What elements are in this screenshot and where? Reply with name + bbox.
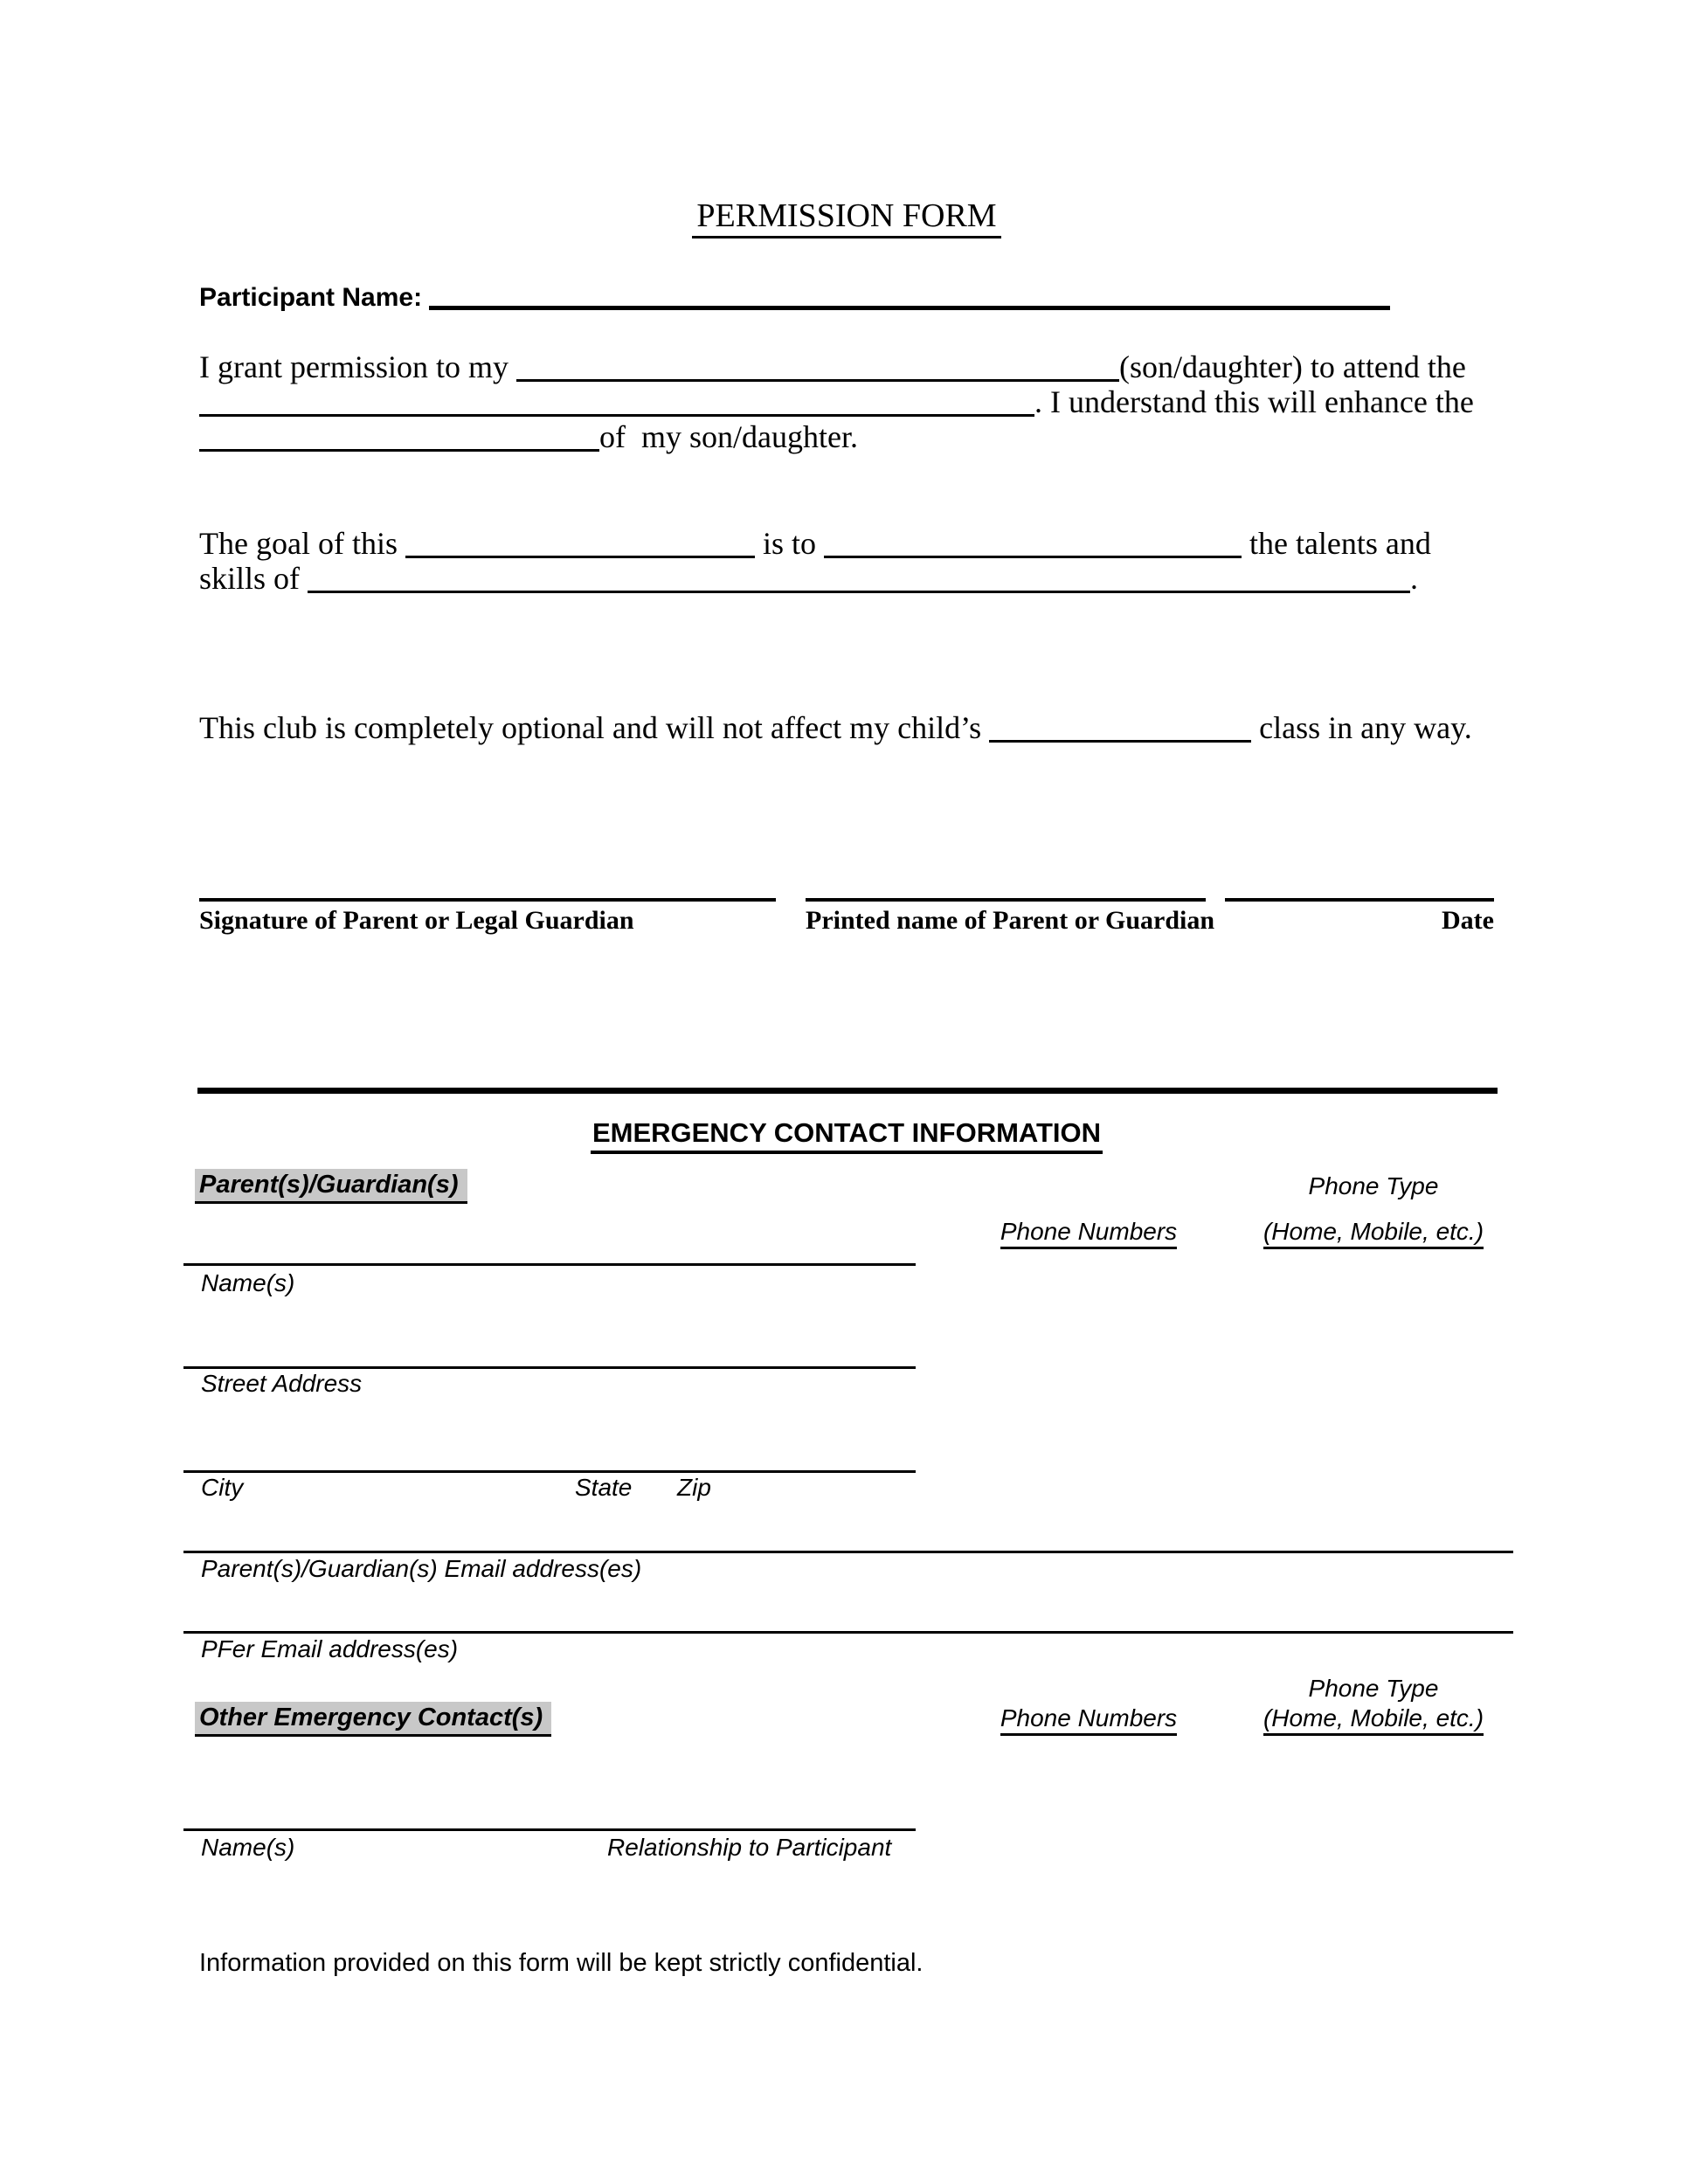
signature-line — [199, 898, 776, 902]
form-title: PERMISSION FORM — [692, 197, 1000, 238]
permission-blank-2 — [199, 414, 1034, 417]
permission-line-1-text-after: (son/daughter) to attend the — [1118, 349, 1466, 384]
goal-line-2-text: skills of — [199, 561, 301, 596]
city-field-label: City — [201, 1474, 244, 1501]
parents-group-label: Parent(s)/Guardian(s) — [195, 1169, 467, 1204]
club-blank — [989, 740, 1251, 743]
participant-name-label: Participant Name: — [199, 283, 423, 312]
goal-line-1 — [199, 524, 1431, 563]
relationship-field-label: Relationship to Participant — [607, 1834, 892, 1861]
permission-line-2 — [199, 383, 1474, 421]
permission-line-3 — [199, 418, 858, 456]
parents-group-row — [199, 1169, 467, 1200]
other-group-row — [199, 1702, 551, 1733]
city-state-zip-field-line — [183, 1470, 916, 1473]
confidential-note: Information provided on this form will be kept strictly confidential. — [199, 1949, 924, 1977]
permission-line-2-text: . I understand this will enhance the — [1034, 384, 1474, 419]
phone-type-label-1: Phone Type — [1308, 1172, 1439, 1199]
phone-numbers-label-1: Phone Numbers — [987, 1217, 1190, 1247]
names-field-label: Name(s) — [201, 1269, 295, 1296]
club-line-text-a: This club is completely optional and will not affect my child’s — [199, 710, 982, 745]
emergency-heading-row — [199, 1116, 1494, 1150]
phone-type-sub-label-1: (Home, Mobile, etc.) — [1241, 1217, 1506, 1247]
printed-name-line — [806, 898, 1206, 902]
other-names-field-line — [183, 1828, 916, 1831]
phone-type-sub-label-2: (Home, Mobile, etc.) — [1241, 1704, 1506, 1733]
club-line — [199, 708, 1472, 747]
section-divider — [197, 1088, 1498, 1094]
pfer-email-field-line — [183, 1631, 1513, 1634]
other-group-label: Other Emergency Contact(s) — [195, 1702, 551, 1737]
street-address-field-label: Street Address — [201, 1370, 363, 1397]
goal-line-1-text-c: the talents and — [1249, 526, 1431, 561]
goal-blank-2 — [824, 556, 1242, 558]
permission-line-3-text: of my son/daughter. — [599, 419, 858, 454]
emergency-heading: EMERGENCY CONTACT INFORMATION — [591, 1117, 1103, 1154]
phone-type-label-2: Phone Type — [1308, 1675, 1439, 1702]
date-label: Date — [1442, 906, 1494, 935]
goal-blank-3 — [308, 591, 1410, 593]
names-field-line — [183, 1263, 916, 1266]
goal-line-2 — [199, 559, 1418, 598]
state-field-label: State — [575, 1474, 633, 1501]
signature-label: Signature of Parent or Legal Guardian — [199, 906, 634, 935]
parent-email-field-label: Parent(s)/Guardian(s) Email address(es) — [201, 1555, 642, 1582]
pfer-email-field-label: PFer Email address(es) — [201, 1635, 459, 1662]
date-line — [1225, 898, 1494, 902]
parent-email-field-line — [183, 1551, 1513, 1553]
goal-line-1-text-a: The goal of this — [199, 526, 398, 561]
participant-name-blank — [429, 306, 1390, 310]
phone-numbers-label-2: Phone Numbers — [987, 1704, 1190, 1733]
goal-blank-1 — [405, 556, 755, 558]
goal-line-2-period: . — [1410, 561, 1419, 596]
form-title-row — [199, 196, 1494, 236]
printed-name-label: Printed name of Parent or Guardian — [806, 906, 1215, 935]
permission-line-1-text: I grant permission to my — [199, 349, 508, 384]
zip-field-label: Zip — [677, 1474, 711, 1501]
permission-blank-1 — [516, 379, 1119, 382]
participant-name-row — [199, 281, 1390, 314]
club-line-text-b: class in any way. — [1259, 710, 1472, 745]
permission-line-1 — [199, 348, 1466, 386]
permission-blank-3 — [199, 449, 599, 452]
other-names-field-label: Name(s) — [201, 1834, 295, 1861]
goal-line-1-text-b: is to — [762, 526, 816, 561]
